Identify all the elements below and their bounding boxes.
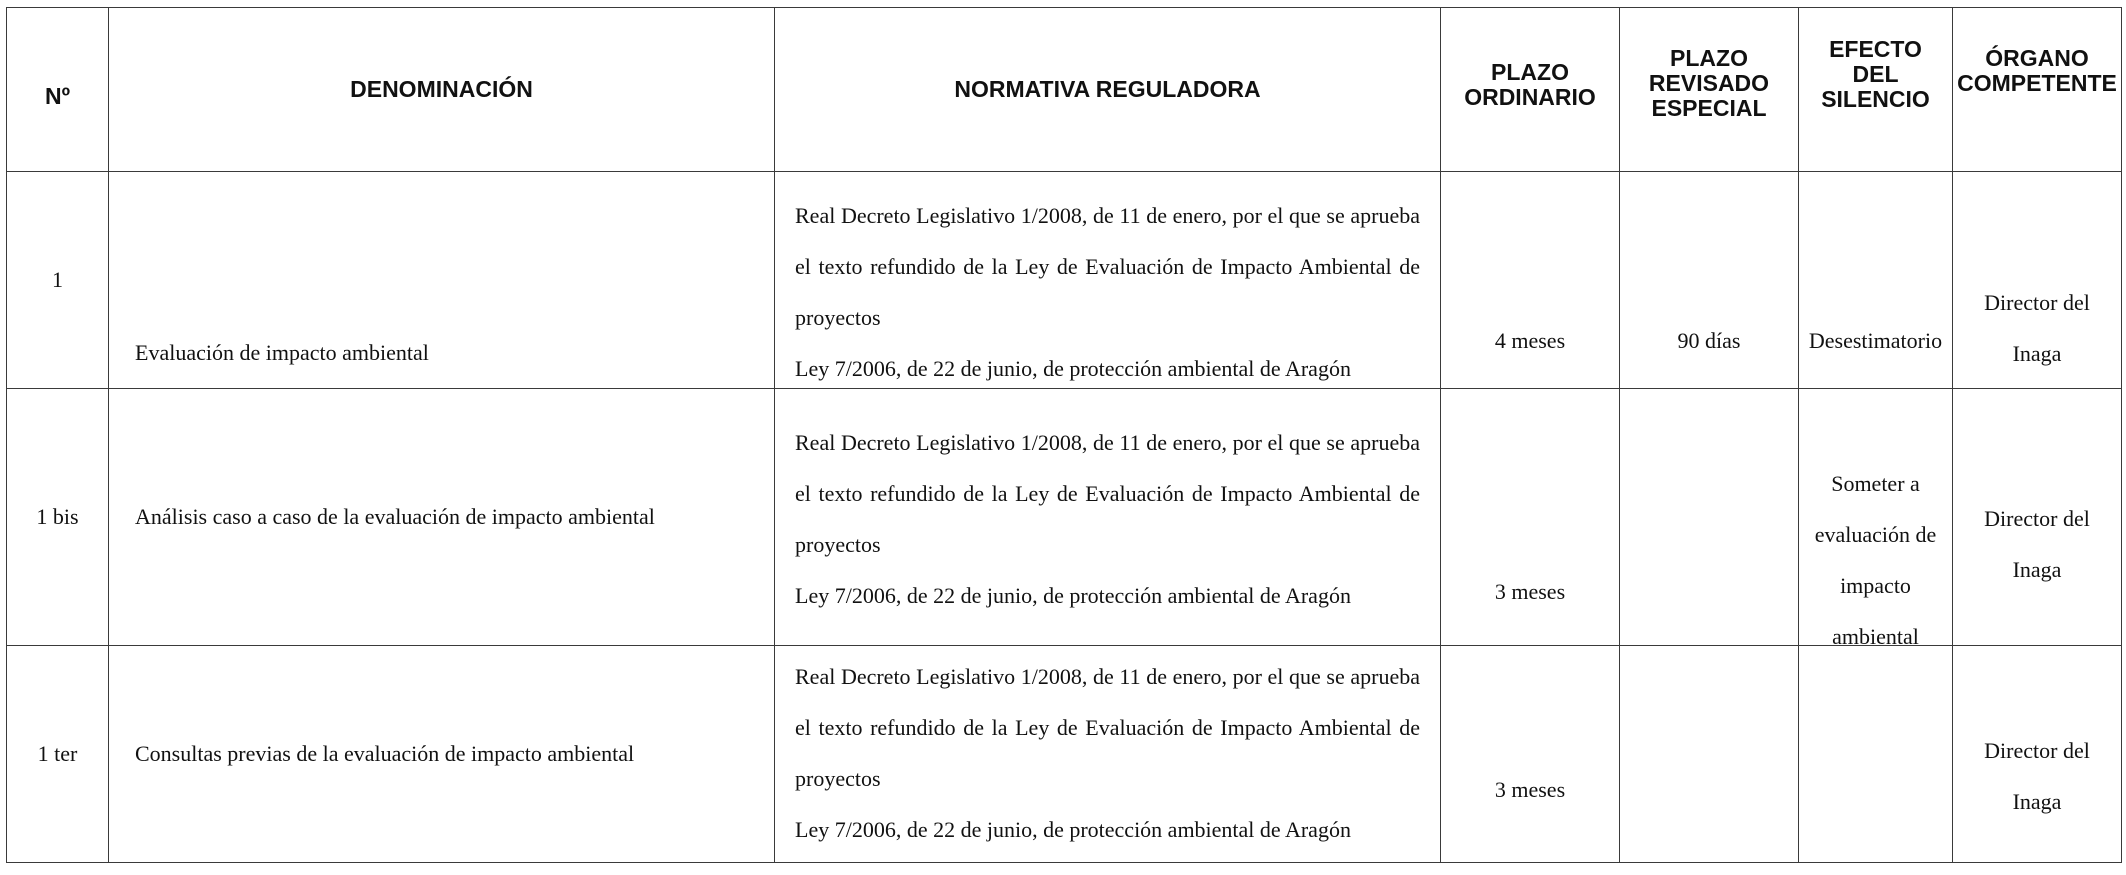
efecto-silencio-text: Desestimatorio (1808, 328, 1943, 353)
plazo-revisado-text: 90 días (1677, 328, 1741, 353)
organo-cell (1953, 172, 2122, 389)
denominacion-text: Evaluación de impacto ambiental (135, 340, 429, 365)
normativa-cell (775, 172, 1441, 389)
organo-cell (1953, 389, 2122, 646)
header-row (7, 8, 2122, 172)
denominacion-text: Análisis caso a caso de la evaluación de impacto ambiental (135, 504, 655, 529)
plazo-ordinario-text: 3 meses (1494, 777, 1566, 802)
header-denominacion: DENOMINACIÓN (109, 8, 775, 172)
header-no: Nº (7, 8, 109, 172)
denominacion-text: Consultas previas de la evaluación de impacto ambiental (135, 741, 635, 766)
efecto-line-1: Someter a (1831, 471, 1920, 496)
normativa-text-1: Real Decreto Legislativo 1/2008, de 11 de enero, por el que se aprueba el texto refundido de la Ley de Evaluación de Impacto Ambiental de proyectos (795, 203, 1420, 330)
efecto-silencio-cell (1799, 172, 1953, 389)
row-number (7, 389, 109, 646)
organo-line-1: Director del (1984, 290, 2090, 315)
header-normativa: NORMATIVA REGULADORA (775, 8, 1441, 172)
row-number (7, 172, 109, 389)
row-number-text: 1 (52, 267, 63, 292)
plazo-ordinario-cell (1441, 389, 1620, 646)
normativa-text-1: Real Decreto Legislativo 1/2008, de 11 de enero, por el que se aprueba el texto refundido de la Ley de Evaluación de Impacto Ambiental de proyectos (795, 430, 1420, 557)
normativa-text-2: Ley 7/2006, de 22 de junio, de protección ambiental de Aragón (795, 356, 1351, 381)
denominacion-cell (109, 646, 775, 863)
header-plazo-ordinario: PLAZO ORDINARIO (1441, 8, 1620, 172)
normativa-text-2: Ley 7/2006, de 22 de junio, de protección ambiental de Aragón (795, 583, 1351, 608)
header-efecto-silencio: EFECTO DEL SILENCIO (1799, 8, 1953, 172)
efecto-line-4: ambiental (1832, 624, 1919, 649)
efecto-silencio-cell (1799, 646, 1953, 863)
table-row (7, 646, 2122, 863)
plazo-ordinario-cell (1441, 646, 1620, 863)
row-number-text: 1 bis (36, 504, 79, 529)
organo-line-2: Inaga (2012, 789, 2062, 814)
efecto-silencio-cell (1799, 389, 1953, 649)
plazo-ordinario-text: 4 meses (1494, 328, 1566, 353)
organo-line-1: Director del (1984, 738, 2090, 763)
normativa-text-1: Real Decreto Legislativo 1/2008, de 11 de enero, por el que se aprueba el texto refundido de la Ley de Evaluación de Impacto Ambiental de proyectos (795, 664, 1420, 791)
normativa-text-2: Ley 7/2006, de 22 de junio, de protección ambiental de Aragón (795, 817, 1351, 842)
organo-line-1: Director del (1984, 506, 2090, 531)
denominacion-cell (109, 389, 775, 646)
table-row (7, 389, 2122, 646)
table-row (7, 172, 2122, 389)
plazo-revisado-cell (1620, 646, 1799, 863)
organo-line-2: Inaga (2012, 557, 2062, 582)
plazo-revisado-cell (1620, 389, 1799, 646)
row-number-text: 1 ter (37, 741, 78, 766)
normativa-cell (775, 646, 1441, 863)
plazo-revisado-cell (1620, 172, 1799, 389)
organo-line-2: Inaga (2012, 341, 2062, 366)
organo-cell (1953, 646, 2122, 863)
normativa-cell (775, 389, 1441, 646)
header-plazo-revisado: PLAZO REVISADO ESPECIAL (1620, 8, 1799, 172)
efecto-line-2: evaluación de (1814, 522, 1937, 547)
denominacion-cell (109, 172, 775, 389)
header-organo: ÓRGANO COMPETENTE (1953, 8, 2122, 172)
plazo-ordinario-cell (1441, 172, 1620, 389)
row-number (7, 646, 109, 863)
plazo-ordinario-text: 3 meses (1494, 579, 1566, 604)
efecto-line-3: impacto (1840, 573, 1911, 598)
procedures-table (6, 7, 2122, 863)
